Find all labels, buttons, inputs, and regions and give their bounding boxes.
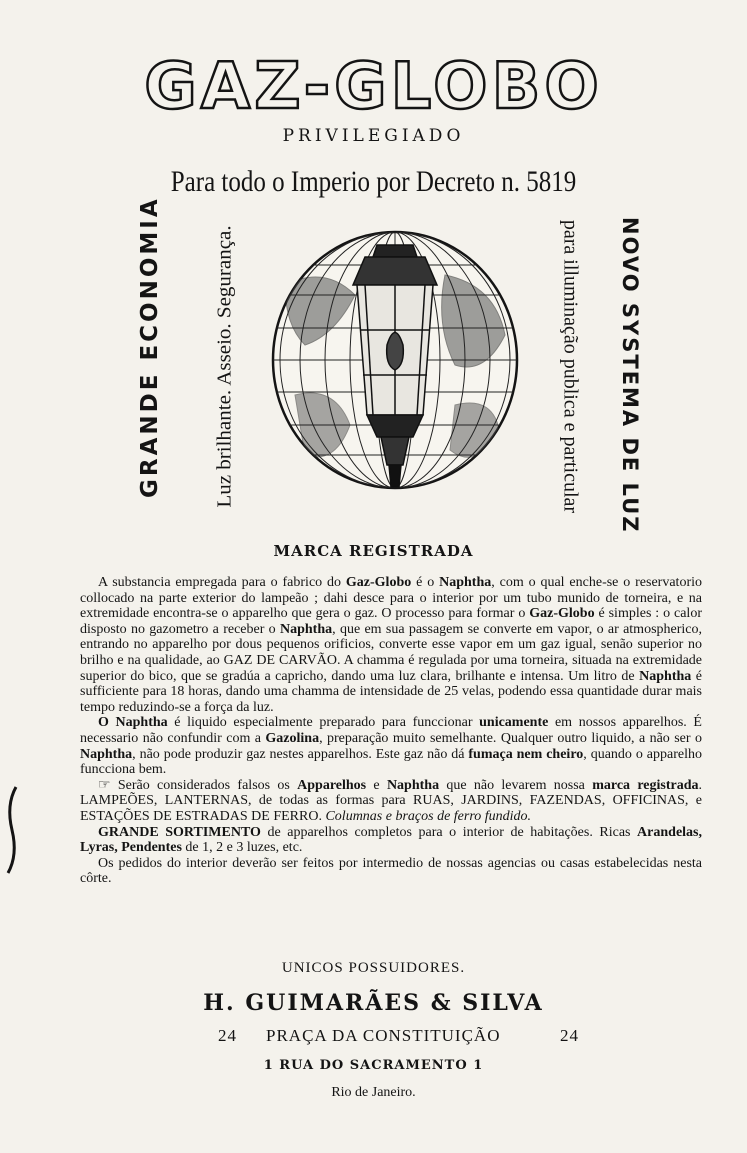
decree-line: Para todo o Imperio por Decreto n. 5819 [170,166,577,199]
body-text [80,575,702,887]
street-line: 1 RUA DO SACRAMENTO 1 [263,1058,484,1073]
paragraph-naphtha-liquid: O Naphtha é liquido especialmente preparado para funccionar unicamente em nossos apparelhos. É necessario não confundir com a Gazolina, preparação muito semelhante. Qualquer outro liquido, a não ser o Naphtha, não pode produzir gaz nestes apparelhos. Este gaz não dá fumaça nem cheiro, quando o apparelho funcciona bem. [80,715,702,778]
city-line: Rio de Janeiro. [331,1085,416,1100]
side-text-novo-systema: NOVO SYSTEMA DE LUZ [618,217,642,534]
paragraph-orders: Os pedidos do interior deverão ser feitos por intermedio de nossas agencias ou casas estabelecidas nesta côrte. [80,855,702,887]
paragraph-counterfeit-warning: ☞ Serão considerados falsos os Apparelhos e Naphtha que não levarem nossa marca registrada. LAMPEÕES, LANTERNAS, de todas as formas para RUAS, JARDINS, FAZENDAS, OFFICINAS, e ESTAÇÕES DE ESTRADAS DE FERRO. Columnas e braços de ferro fundido. [80,777,703,824]
side-text-illuminacao: para illuminação publica e particular [559,219,582,514]
paragraph-naphtha-process: A substancia empregada para o fabrico do Gaz-Globo é o Naphtha, com o qual enche-se o reservatorio collocado na parte exterior do lampeão ; dahi desce para o interior por um tubo munido de torneira, e na extremidade encontra-se o apparelho que gera o gaz. O processo para formar o Gaz-Globo é simples : o calor disposto no gazometro a receber o Naphtha, que em sua passagem se converte em vapor, o ar atmospherico, entrando no apparelho por dous pequenos orificios, converte esse vapor em um gaz igual, senão superior no brilho e na qualidade, ao GAZ DE CARVÃO. A chamma é regulada por uma torneira, situada na extremidade superior do bico, que se gradúa a capricho, dando uma luz clara, brilhante e intensa. Um litro de Naphtha é sufficiente para 18 horas, dando uma chamma de intensidade de 25 velas, podendo essa quantidade durar mais tempo reduzindo-se a força da luz. [80,575,703,715]
square-name: PRAÇA DA CONSTITUIÇÃO [266,1026,501,1045]
margin-bracket-mark [2,785,24,875]
firm-name: H. GUIMARÃES & SILVA [203,990,544,1016]
side-text-luz-brilhante: Luz brilhante. Asseio. Segurança. [213,225,236,508]
trademark-heading: MARCA REGISTRADA [273,542,474,560]
sole-owners-label: UNICOS POSSUIDORES. [281,960,466,976]
paragraph-assortment: GRANDE SORTIMENTO de apparelhos completos para o interior de habitações. Ricas Arandelas, Lyras, Pendentes de 1, 2 e 3 luzes, etc. [80,824,702,856]
side-text-grande-economia: GRANDE ECONOMIA [137,196,163,498]
pointing-hand-icon: ☞ [98,777,111,793]
address-number-right: 24 [560,1026,579,1045]
privileged-label: PRIVILEGIADO [282,126,465,146]
globe-lantern-illustration [265,225,525,495]
address-number-left: 24 [218,1026,237,1045]
brand-title: GAZ-GLOBO [144,50,603,124]
